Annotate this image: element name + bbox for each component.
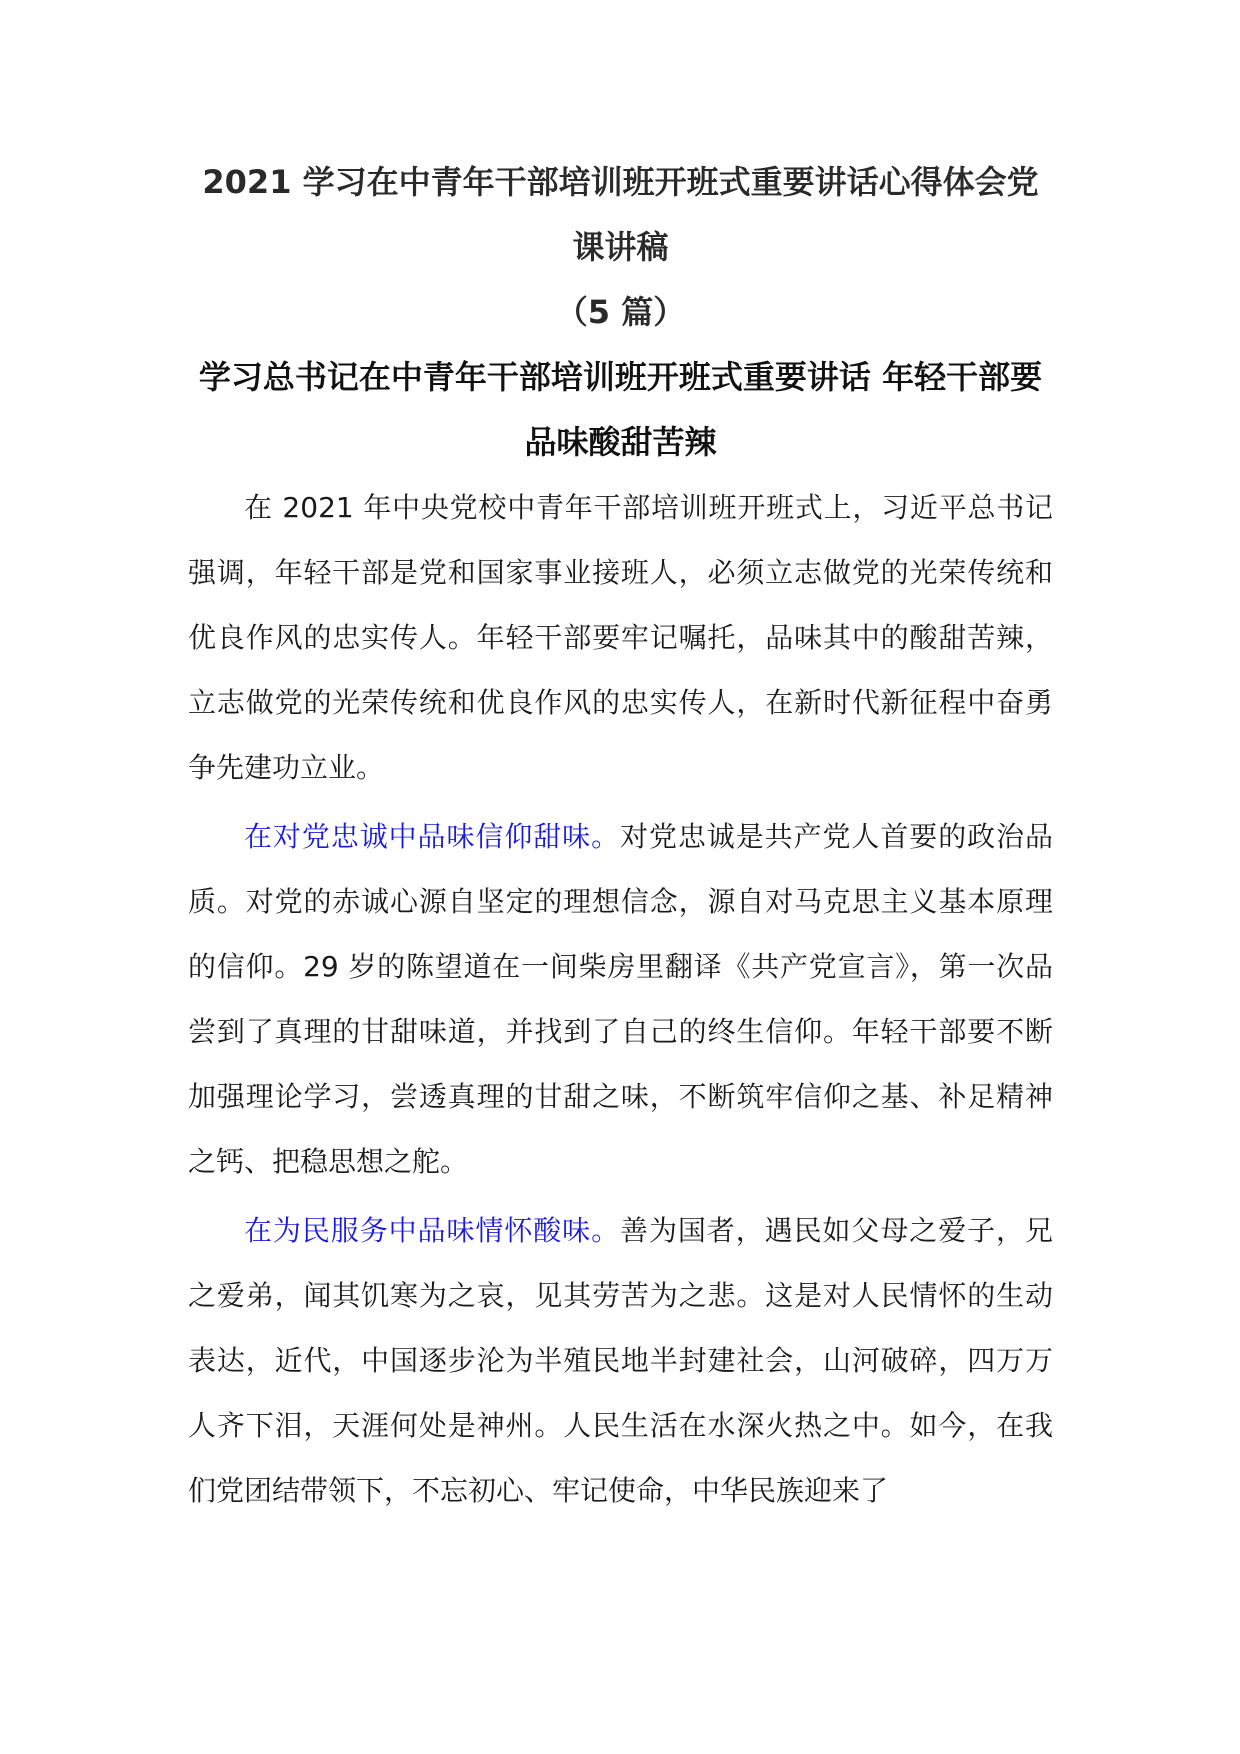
body-paragraph-1 [188,475,1053,800]
paragraph-1-text: 在 2021 年中央党校中青年干部培训班开班式上，习近平总书记强调，年轻干部是党和国家事业接班人，必须立志做党的光荣传统和优良作风的忠实传人。年轻干部要牢记嘱托，品味其中的酸甜苦辣，立志做党的光荣传统和优良作风的忠实传人，在新时代新征程中奋勇争先建功立业。 [188,491,1053,784]
paragraph-2-lead: 在对党忠诚中品味信仰甜味。 [244,820,621,853]
document-count-label: （5 篇） [555,293,686,331]
document-page [188,150,1053,1527]
paragraph-3-lead: 在为民服务中品味情怀酸味。 [244,1214,621,1247]
paragraph-2-text: 对党忠诚是共产党人首要的政治品质。对党的赤诚心源自坚定的理想信念，源自对马克思主义基本原理的信仰。29 岁的陈望道在一间柴房里翻译《共产党宣言》，第一次品尝到了真理的甘甜味道，并找到了自己的终生信仰。年轻干部要不断加强理论学习，尝透真理的甘甜之味，不断筑牢信仰之基、补足精神之钙、把稳思想之舵。 [188,820,1053,1178]
section-title: 学习总书记在中青年干部培训班开班式重要讲话 年轻干部要品味酸甜苦辣 [198,358,1043,461]
paragraph-3-text: 善为国者，遇民如父母之爱子，兄之爱弟，闻其饥寒为之哀，见其劳苦为之悲。这是对人民情怀的生动表达，近代，中国逐步沦为半殖民地半封建社会，山河破碎，四万万人齐下泪，天涯何处是神州。人民生活在水深火热之中。如今，在我们党团结带领下，不忘初心、牢记使命，中华民族迎来了 [188,1214,1053,1507]
body-paragraph-2 [188,804,1053,1194]
body-paragraph-3 [188,1198,1053,1523]
document-title: 2021 学习在中青年干部培训班开班式重要讲话心得体会党课讲稿 [202,163,1039,266]
